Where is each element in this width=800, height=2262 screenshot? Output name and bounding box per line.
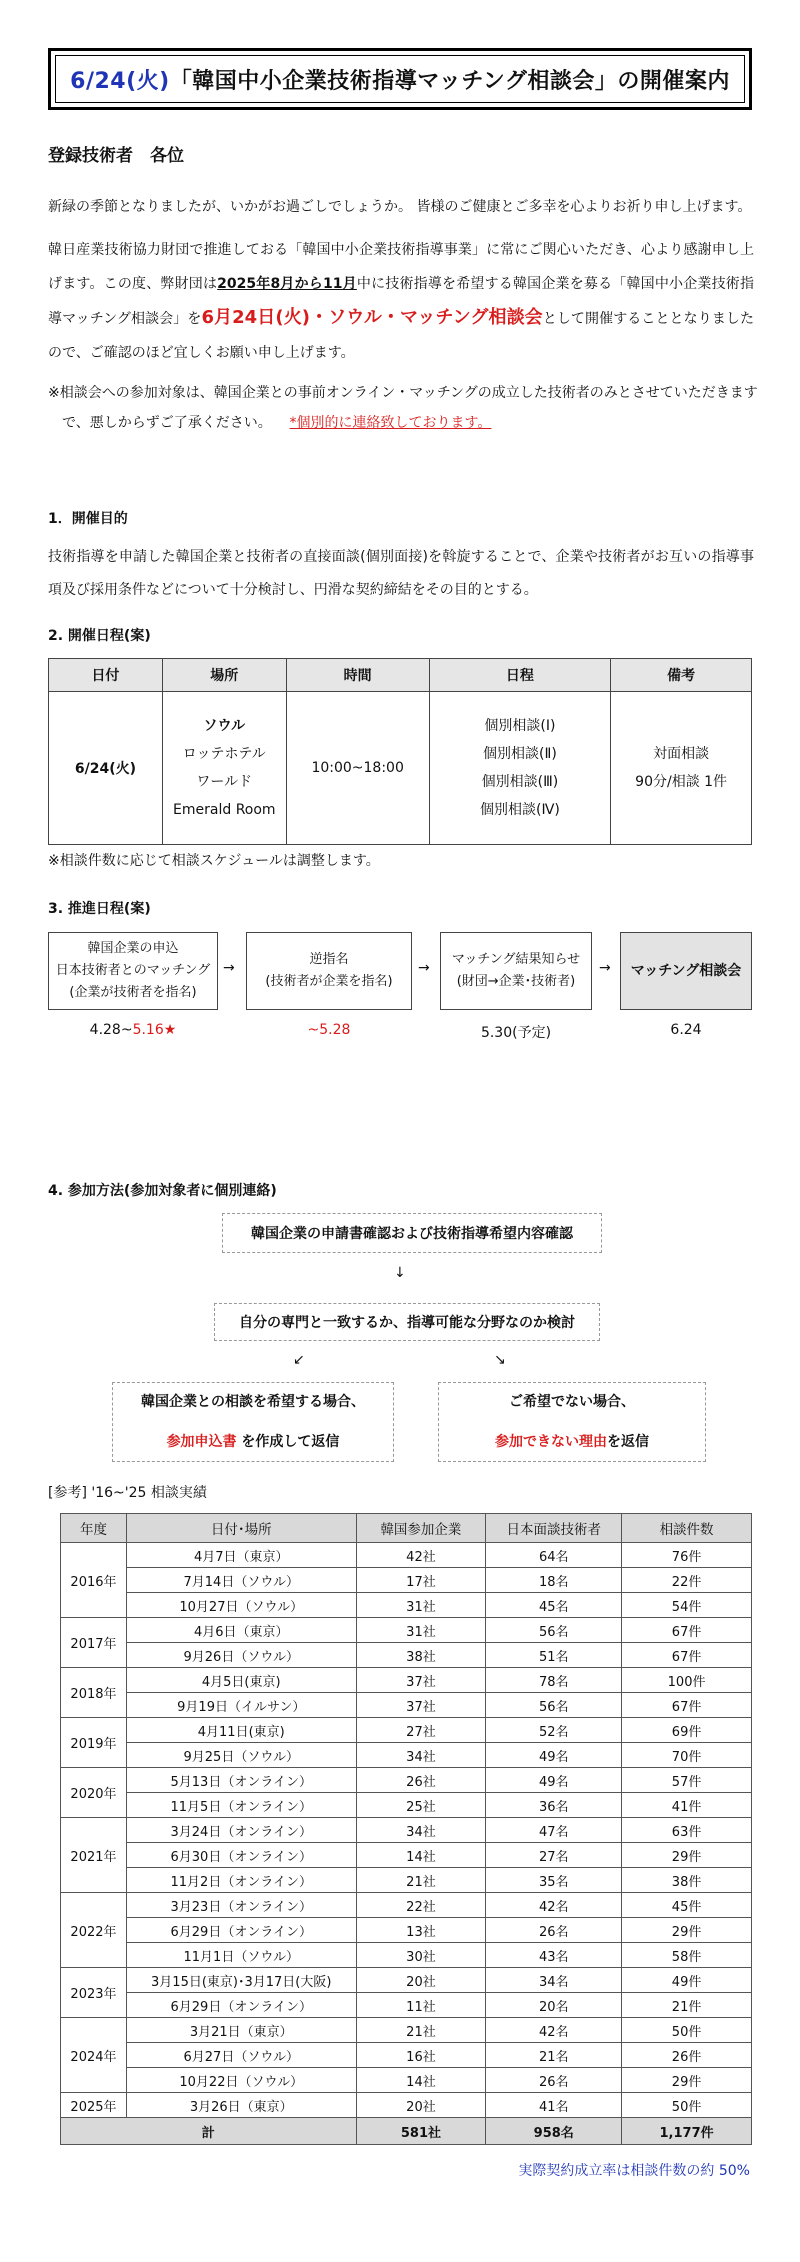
date-place-cell: 6月29日（オンライン） [126,1993,356,2018]
japanese-engineers-cell: 56名 [486,1693,622,1718]
date-place-cell: 11月2日（オンライン） [126,1868,356,1893]
section-4-heading: 4. 参加方法(参加対象者に個別連絡) [48,1183,277,1199]
table-row [61,1743,752,1768]
flow-step-matching-meeting: マッチング相談会 [620,932,752,1010]
flow-date-matching-meeting: 6.24 [670,1022,702,1038]
date-place-cell: 3月26日（東京） [126,2093,356,2118]
history-header: 相談件数 [622,1514,752,1543]
japanese-engineers-cell: 43名 [486,1943,622,1968]
flow-step-line: 韓国企業の申込 [87,941,179,956]
japanese-engineers-cell: 45名 [486,1593,622,1618]
date-place-cell: 7月14日（ソウル） [126,1568,356,1593]
korean-companies-cell: 11社 [356,1993,486,2018]
japanese-engineers-cell: 47名 [486,1818,622,1843]
section-3-heading: 3. 推進日程(案) [48,901,151,917]
schedule-row [49,692,752,845]
japanese-engineers-cell: 34名 [486,1968,622,1993]
year-cell: 2020年 [61,1768,127,1818]
flow-date-reverse-nomination: ~5.28 [307,1022,351,1038]
history-header: 日付･場所 [126,1514,356,1543]
date-place-cell: 9月26日（ソウル） [126,1643,356,1668]
table-row [61,1893,752,1918]
table-row [61,1793,752,1818]
accept-red: 参加申込書 [166,1434,237,1450]
year-cell: 2021年 [61,1818,127,1893]
schedule-header: 日付 [49,659,163,692]
date-place-cell: 10月27日（ソウル） [126,1593,356,1618]
year-cell: 2023年 [61,1968,127,2018]
section-1-heading: 1．開催目的 [48,511,128,527]
program-line: 個別相談(Ⅱ) [483,746,557,762]
decline-title: ご希望でない場合、 [509,1394,635,1410]
korean-companies-cell: 38社 [356,1643,486,1668]
date-place-cell: 11月1日（ソウル） [126,1943,356,1968]
korean-companies-cell: 26社 [356,1768,486,1793]
table-row [61,1543,752,1568]
schedule-date: 6/24(火) [49,692,163,845]
date-place-cell: 4月11日(東京) [126,1718,356,1743]
date-place-cell: 4月7日（東京） [126,1543,356,1568]
consultations-cell: 76件 [622,1543,752,1568]
table-row [61,1768,752,1793]
date-place-cell: 9月19日（イルサン） [126,1693,356,1718]
title-main: 「韓国中小企業技術指導マッチング相談会」の開催案内 [169,68,730,94]
consultations-cell: 67件 [622,1693,752,1718]
korean-companies-cell: 16社 [356,2043,486,2068]
history-body [61,1543,752,2145]
consultations-cell: 67件 [622,1643,752,1668]
program-line: 個別相談(Ⅳ) [479,802,560,818]
history-header: 年度 [61,1514,127,1543]
place-line: Emerald Room [173,802,276,818]
year-cell: 2025年 [61,2093,127,2118]
total-cell: 581社 [356,2118,486,2145]
accept-action [167,1422,340,1462]
flow-date-result-notice: 5.30(予定) [480,1025,552,1041]
intro-text-2: 中に技術指導を希望する韓国企業を募る「韓国中小企業技術指導マッチング相談会」を [48,276,754,327]
place-line: ソウル [203,718,246,734]
flow-step-line: 逆指名 [309,952,349,967]
place-line: ワールド [196,774,253,790]
title-date: 6/24(火) [70,68,170,94]
place-line: ロッテホテル [182,746,266,762]
japanese-engineers-cell: 52名 [486,1718,622,1743]
flow-step-line: (財団→企業･技術者) [456,974,576,989]
intro-paragraph [48,233,754,370]
method-step-review: 自分の専門と一致するか、指導可能な分野なのか検討 [214,1303,600,1341]
intro-text-3: として開催することとなりましたので、ご確認のほど宜しくお願い申し上げます。 [48,311,754,361]
table-row [61,1968,752,1993]
total-row [61,2118,752,2145]
japanese-engineers-cell: 26名 [486,2068,622,2093]
flow-step-reverse-nomination [246,932,412,1010]
program-line: 個別相談(Ⅰ) [484,718,556,734]
flow-date-application [48,1022,218,1038]
korean-companies-cell: 30社 [356,1943,486,1968]
year-cell: 2024年 [61,2018,127,2093]
down-arrow: ↓ [394,1265,406,1281]
method-option-decline [438,1382,706,1462]
japanese-engineers-cell: 27名 [486,1843,622,1868]
consultations-cell: 29件 [622,1843,752,1868]
greeting: 新緑の季節となりましたが、いかがお過ごしでしょうか。 皆様のご健康とご多幸を心よりお祈り申し上げます。 [48,199,752,215]
history-header: 日本面談技術者 [486,1514,622,1543]
history-table [60,1513,752,2145]
japanese-engineers-cell: 41名 [486,2093,622,2118]
korean-companies-cell: 21社 [356,2018,486,2043]
consultations-cell: 29件 [622,2068,752,2093]
schedule-table [48,658,752,845]
schedule-program [429,692,611,845]
table-row [61,1868,752,1893]
korean-companies-cell: 37社 [356,1668,486,1693]
table-row [61,1568,752,1593]
consultations-cell: 100件 [622,1668,752,1693]
table-row [61,1693,752,1718]
table-row [61,1718,752,1743]
flow-step-application [48,932,218,1010]
korean-companies-cell: 13社 [356,1918,486,1943]
consultations-cell: 49件 [622,1968,752,1993]
schedule-remarks [611,692,752,845]
japanese-engineers-cell: 49名 [486,1768,622,1793]
japanese-engineers-cell: 49名 [486,1743,622,1768]
consultations-cell: 63件 [622,1818,752,1843]
japanese-engineers-cell: 56名 [486,1618,622,1643]
table-row [61,1668,752,1693]
table-row [61,1843,752,1868]
flow-date-deadline: 5.16★ [132,1022,177,1038]
year-cell: 2022年 [61,1893,127,1968]
notice-line-1: ※相談会への参加対象は、韓国企業との事前オンライン・マッチングの成立した技術者のみとさせていただきます [48,385,758,401]
korean-companies-cell: 27社 [356,1718,486,1743]
total-cell: 1,177件 [622,2118,752,2145]
consultations-cell: 57件 [622,1768,752,1793]
korean-companies-cell: 22社 [356,1893,486,1918]
korean-companies-cell: 17社 [356,1568,486,1593]
consultations-cell: 50件 [622,2093,752,2118]
date-place-cell: 6月27日（ソウル） [126,2043,356,2068]
consultations-cell: 69件 [622,1718,752,1743]
flow-step-line: (技術者が企業を指名) [265,974,393,989]
japanese-engineers-cell: 18名 [486,1568,622,1593]
korean-companies-cell: 42社 [356,1543,486,1568]
addressee: 登録技術者 各位 [48,146,184,166]
section-1-text: 技術指導を申請した韓国企業と技術者の直接面談(個別面接)を斡旋することで、企業や技術者がお互いの指導事項及び採用条件などについて十分検討し、円滑な契約締結をその目的とする。 [48,549,754,598]
accept-rest: を作成して返信 [236,1434,340,1450]
flow-arrow: → [599,960,611,976]
consultations-cell: 67件 [622,1618,752,1643]
flow-date-start: 4.28~ [89,1022,133,1038]
korean-companies-cell: 20社 [356,2093,486,2118]
japanese-engineers-cell: 42名 [486,2018,622,2043]
table-row [61,1618,752,1643]
japanese-engineers-cell: 51名 [486,1643,622,1668]
date-place-cell: 11月5日（オンライン） [126,1793,356,1818]
korean-companies-cell: 14社 [356,2068,486,2093]
program-line: 個別相談(Ⅲ) [481,774,559,790]
history-header-row [61,1514,752,1543]
table-row [61,2043,752,2068]
table-row [61,2068,752,2093]
japanese-engineers-cell: 42名 [486,1893,622,1918]
intro-text-1: 韓日産業技術協力財団で推進しておる「韓国中小企業技術指導事業」に常にご関心いただき、心より感謝申し上げます。この度、弊財団は [48,242,754,292]
korean-companies-cell: 37社 [356,1693,486,1718]
schedule-header: 時間 [286,659,429,692]
year-cell: 2019年 [61,1718,127,1768]
date-place-cell: 6月30日（オンライン） [126,1843,356,1868]
consultations-cell: 38件 [622,1868,752,1893]
date-place-cell: 3月21日（東京） [126,2018,356,2043]
date-place-cell: 6月29日（オンライン） [126,1918,356,1943]
intro-event: 6月24日(火)・ソウル・マッチング相談会 [201,307,543,328]
consultations-cell: 45件 [622,1893,752,1918]
decline-rest: を返信 [607,1434,649,1450]
date-place-cell: 10月22日（ソウル） [126,2068,356,2093]
table-row [61,1643,752,1668]
history-footnote: 実際契約成立率は相談件数の約 50% [518,2163,750,2179]
year-cell: 2018年 [61,1668,127,1718]
year-cell: 2017年 [61,1618,127,1668]
remarks-line: 対面相談 [653,746,710,762]
consultations-cell: 26件 [622,2043,752,2068]
table-row [61,1818,752,1843]
date-place-cell: 4月6日（東京） [126,1618,356,1643]
method-option-accept [112,1382,394,1462]
consultations-cell: 21件 [622,1993,752,2018]
remarks-line: 90分/相談 1件 [635,774,728,790]
flow-arrow: → [223,960,235,976]
notice-line-2 [62,408,772,438]
flow-step-line: マッチング結果知らせ [451,952,581,967]
consultations-cell: 58件 [622,1943,752,1968]
flow-arrow: → [418,960,430,976]
schedule-header: 日程 [429,659,611,692]
korean-companies-cell: 31社 [356,1618,486,1643]
table-row [61,1918,752,1943]
flow-step-line: 日本技術者とのマッチング [55,963,211,978]
accept-title: 韓国企業との相談を希望する場合、 [141,1394,365,1410]
table-row [61,1593,752,1618]
date-place-cell: 3月15日(東京)･3月17日(大阪) [126,1968,356,1993]
japanese-engineers-cell: 35名 [486,1868,622,1893]
consultations-cell: 50件 [622,2018,752,2043]
date-place-cell: 9月25日（ソウル） [126,1743,356,1768]
schedule-time: 10:00~18:00 [286,692,429,845]
consultations-cell: 29件 [622,1918,752,1943]
korean-companies-cell: 25社 [356,1793,486,1818]
consultations-cell: 41件 [622,1793,752,1818]
total-cell: 958名 [486,2118,622,2145]
consultations-cell: 54件 [622,1593,752,1618]
decline-action [495,1422,649,1462]
year-cell: 2016年 [61,1543,127,1618]
table-row [61,1993,752,2018]
title [55,55,745,103]
table-row [61,1943,752,1968]
japanese-engineers-cell: 36名 [486,1793,622,1818]
decline-red: 参加できない理由 [495,1434,607,1450]
korean-companies-cell: 21社 [356,1868,486,1893]
notice-text: で、悪しからずご了承ください。 [62,415,272,431]
date-place-cell: 3月24日（オンライン） [126,1818,356,1843]
flow-step-line: (企業が技術者を指名) [69,985,197,1000]
date-place-cell: 5月13日（オンライン） [126,1768,356,1793]
notice-red: *個別的に連絡致しております。 [289,415,492,431]
date-place-cell: 3月23日（オンライン） [126,1893,356,1918]
korean-companies-cell: 14社 [356,1843,486,1868]
japanese-engineers-cell: 20名 [486,1993,622,2018]
date-place-cell: 4月5日(東京) [126,1668,356,1693]
schedule-note: ※相談件数に応じて相談スケジュールは調整します。 [48,853,380,869]
korean-companies-cell: 31社 [356,1593,486,1618]
japanese-engineers-cell: 64名 [486,1543,622,1568]
japanese-engineers-cell: 26名 [486,1918,622,1943]
history-caption: [参考] '16~'25 相談実績 [48,1485,207,1501]
title-box [48,48,752,110]
korean-companies-cell: 34社 [356,1743,486,1768]
flow-step-result-notice [440,932,592,1010]
consultations-cell: 22件 [622,1568,752,1593]
down-left-arrow: ↙ [293,1352,305,1368]
table-row [61,2018,752,2043]
total-cell: 計 [61,2118,357,2145]
method-step-confirm: 韓国企業の申請書確認および技術指導希望内容確認 [222,1213,602,1253]
table-row [61,2093,752,2118]
korean-companies-cell: 34社 [356,1818,486,1843]
history-header: 韓国参加企業 [356,1514,486,1543]
schedule-header-row [49,659,752,692]
down-right-arrow: ↘ [494,1352,506,1368]
schedule-header: 備考 [611,659,752,692]
consultations-cell: 70件 [622,1743,752,1768]
japanese-engineers-cell: 21名 [486,2043,622,2068]
japanese-engineers-cell: 78名 [486,1668,622,1693]
schedule-header: 場所 [162,659,286,692]
section-2-heading: 2. 開催日程(案) [48,628,151,644]
schedule-place [162,692,286,845]
korean-companies-cell: 20社 [356,1968,486,1993]
intro-period: 2025年8月から11月 [217,276,357,292]
